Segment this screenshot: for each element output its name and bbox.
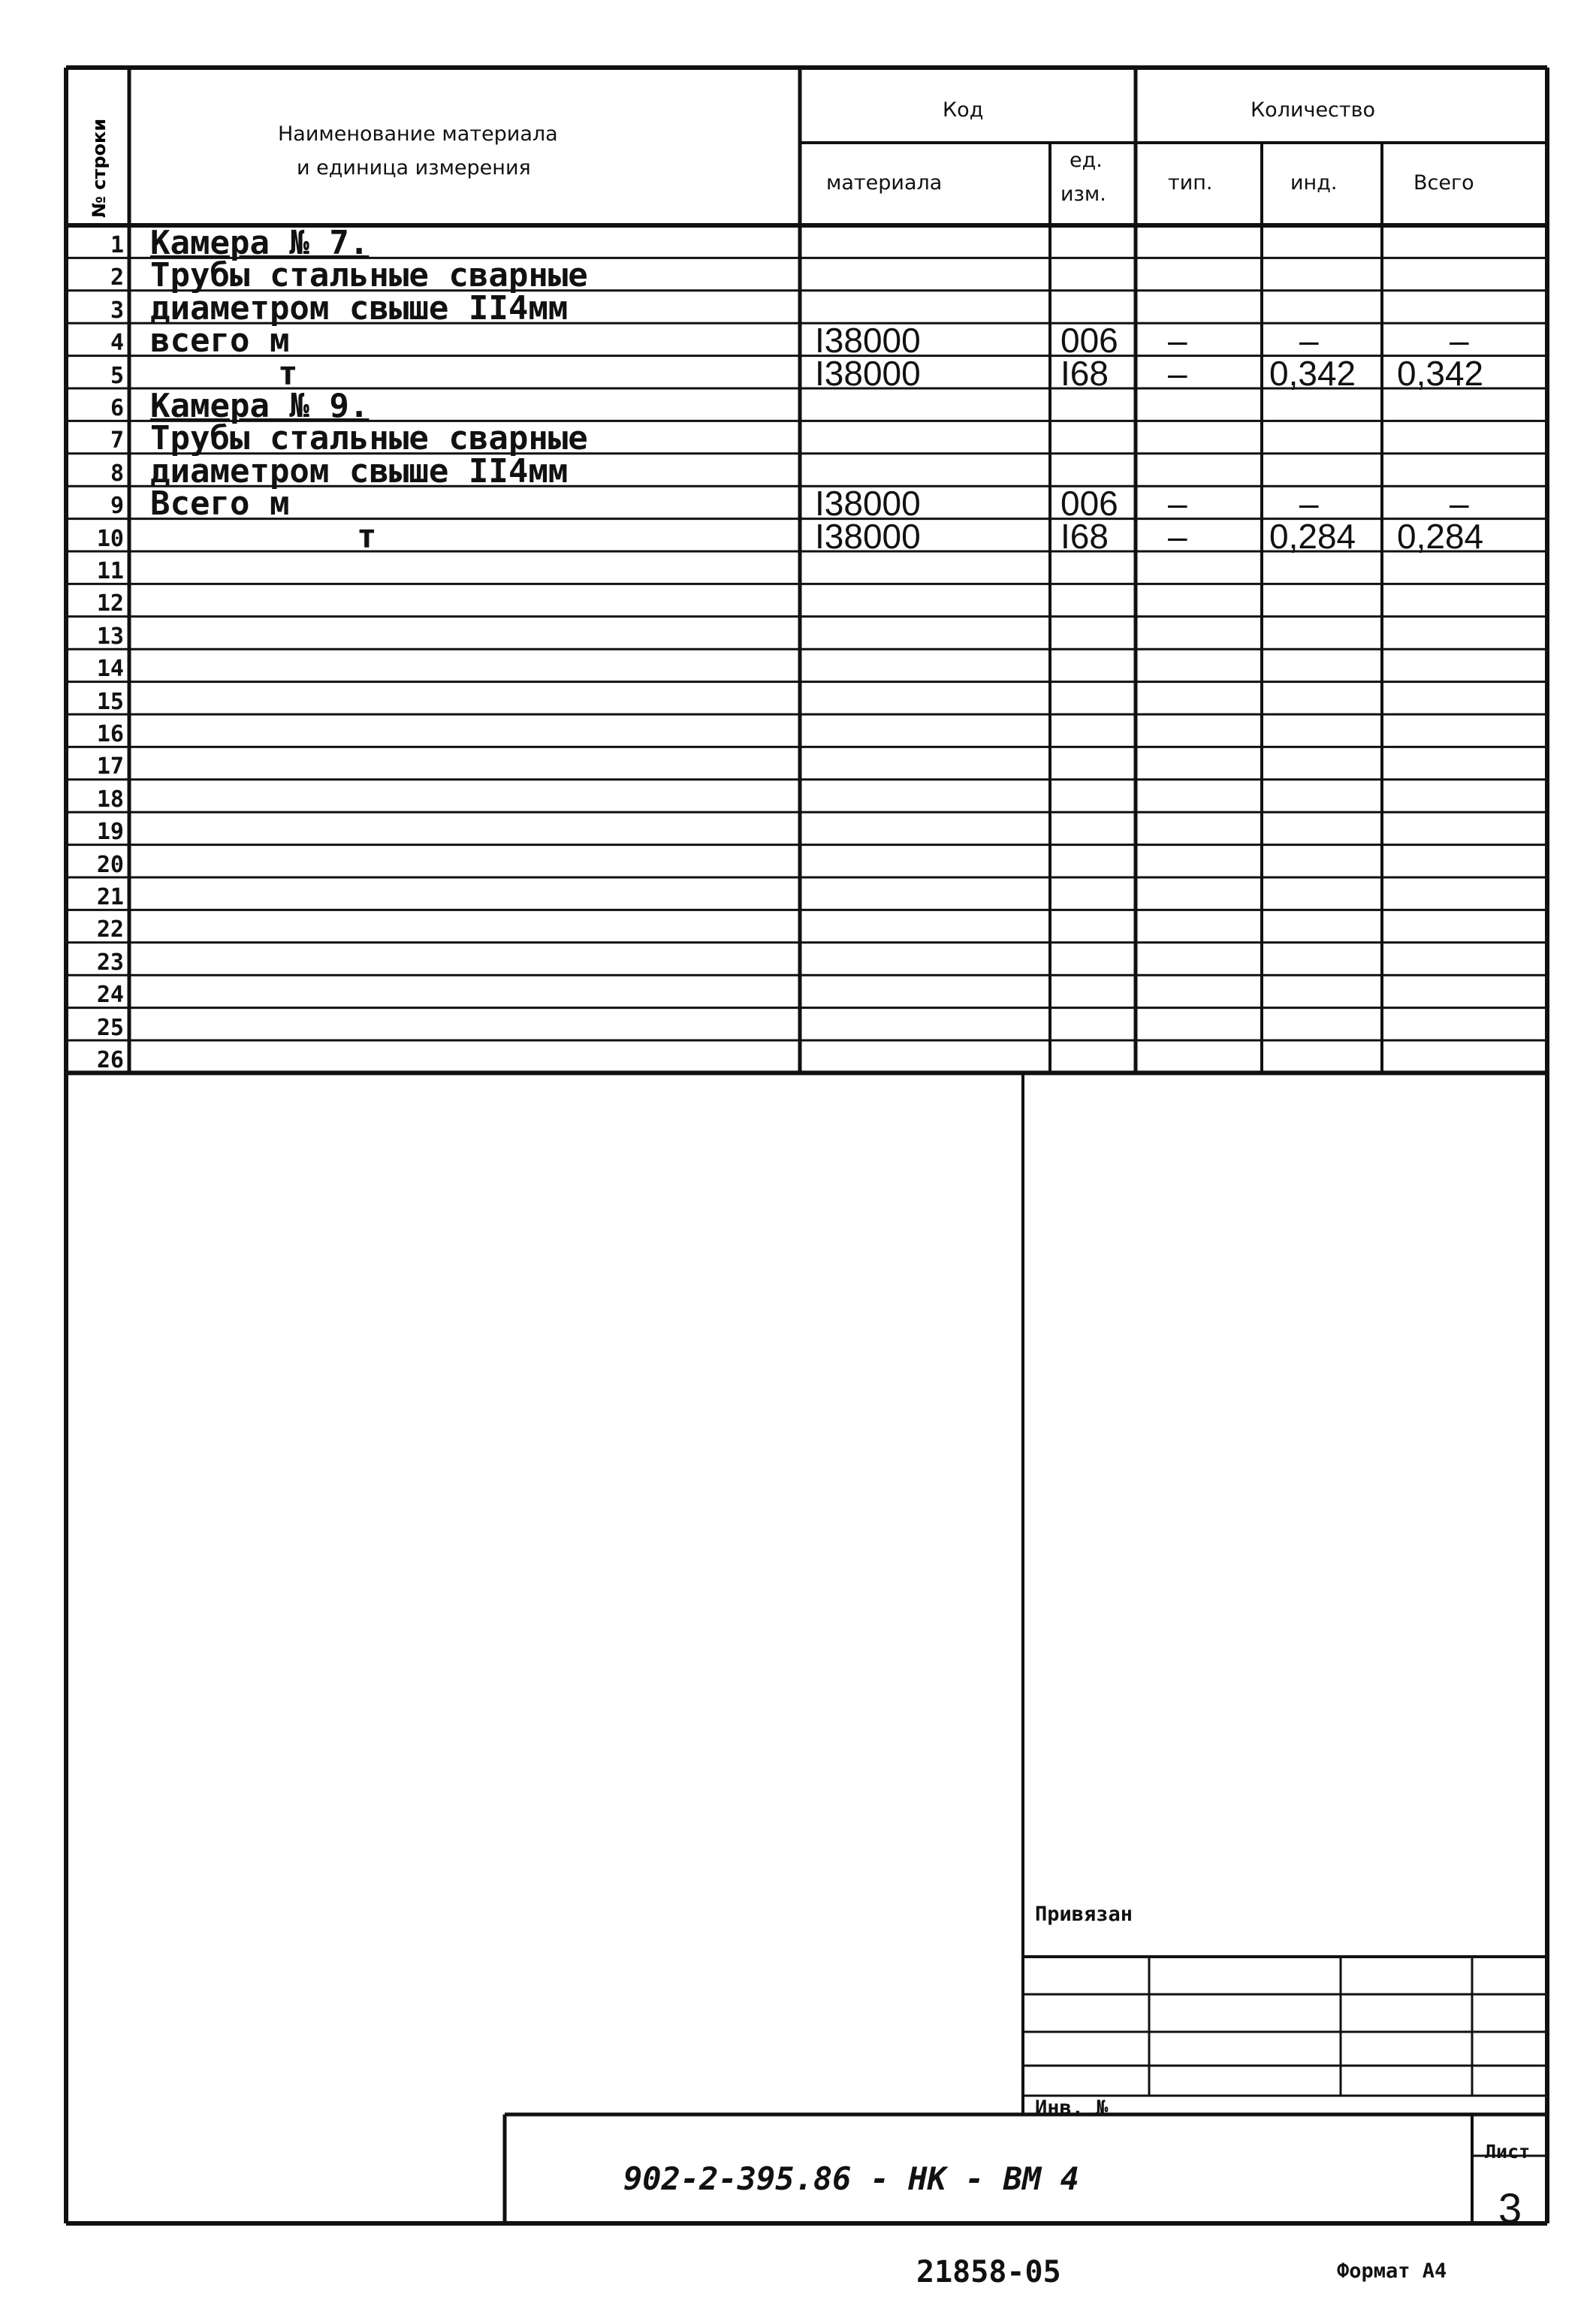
row-number: 15	[96, 688, 124, 715]
row-name: диаметром свыше II4мм	[150, 451, 569, 490]
row-number: 6	[110, 395, 124, 421]
row-name: Камера № 9.	[150, 387, 370, 425]
qty-typ: –	[1168, 484, 1187, 524]
material-code-header: материала	[826, 171, 943, 195]
qty-ind: 0,284	[1269, 516, 1356, 556]
row-name: диаметром свыше II4мм	[150, 288, 569, 327]
row-number: 8	[110, 460, 124, 487]
row-number: 18	[96, 786, 124, 813]
qty-typ-header: тип.	[1168, 171, 1213, 195]
material-code: I38000	[815, 484, 921, 524]
row-name: Всего м	[150, 484, 290, 524]
qty-ind: –	[1299, 321, 1319, 361]
row-number: 10	[96, 525, 124, 552]
linked-label: Привязан	[1035, 1903, 1133, 1926]
row-number: 21	[96, 884, 124, 910]
row-name: Камера № 7.	[150, 224, 370, 262]
row-number: 12	[96, 590, 124, 617]
row-name: т	[278, 354, 298, 393]
row-name: Трубы стальные сварные	[150, 419, 588, 458]
row-number-header: № строки	[89, 118, 110, 218]
row-number: 1	[110, 232, 124, 258]
row-number: 7	[110, 427, 124, 454]
unit-code-header-line2: изм.	[1060, 183, 1106, 206]
row-number: 20	[96, 851, 124, 878]
qty-total: –	[1450, 321, 1469, 361]
material-code: I38000	[815, 353, 921, 393]
material-code: I38000	[815, 516, 921, 556]
unit-code: 006	[1060, 321, 1118, 361]
row-number: 14	[96, 656, 124, 683]
qty-total: 0,342	[1397, 353, 1484, 393]
qty-ind: –	[1299, 484, 1319, 524]
row-number: 5	[110, 362, 124, 389]
row-name: Трубы стальные сварные	[150, 256, 588, 295]
unit-code: 006	[1060, 484, 1118, 524]
sheet-label: Лист	[1485, 2141, 1531, 2163]
row-number: 4	[110, 330, 124, 357]
row-number: 19	[96, 819, 124, 846]
row-number: 25	[96, 1014, 124, 1041]
inventory-number-label: Инв. №	[1035, 2096, 1109, 2120]
qty-typ: –	[1168, 516, 1187, 556]
unit-code: I68	[1060, 353, 1109, 393]
qty-typ: –	[1168, 353, 1187, 393]
qty-ind: 0,342	[1269, 353, 1356, 393]
row-number: 11	[96, 558, 124, 584]
name-header-line1: Наименование материала	[278, 122, 558, 146]
code-group-header: Код	[943, 98, 984, 122]
row-number: 2	[110, 264, 124, 291]
qty-total: 0,284	[1397, 516, 1484, 556]
unit-code: I68	[1060, 516, 1109, 556]
quantity-group-header: Количество	[1251, 98, 1376, 122]
material-code: I38000	[815, 321, 921, 361]
row-name: всего м	[150, 321, 290, 361]
row-number: 17	[96, 753, 124, 780]
archive-number: 21858-05	[916, 2255, 1061, 2289]
qty-ind-header: инд.	[1290, 171, 1338, 195]
row-number: 16	[96, 721, 124, 747]
qty-typ: –	[1168, 321, 1187, 361]
qty-total: –	[1450, 484, 1469, 524]
unit-code-header-line1: ед.	[1070, 149, 1103, 172]
row-name: т	[357, 517, 377, 556]
row-number: 24	[96, 982, 124, 1009]
document-code: 902-2-395.86 - НК - ВМ 4	[623, 2160, 1079, 2197]
row-number: 13	[96, 623, 124, 650]
name-header-line2: и единица измерения	[297, 156, 531, 180]
row-number: 26	[96, 1047, 124, 1073]
sheet-number: 3	[1498, 2184, 1522, 2232]
row-number: 23	[96, 949, 124, 976]
format-label: Формат А4	[1337, 2259, 1447, 2283]
row-number: 22	[96, 916, 124, 943]
row-number: 9	[110, 493, 124, 520]
row-number: 3	[110, 297, 124, 324]
qty-total-header: Всего	[1413, 171, 1474, 195]
